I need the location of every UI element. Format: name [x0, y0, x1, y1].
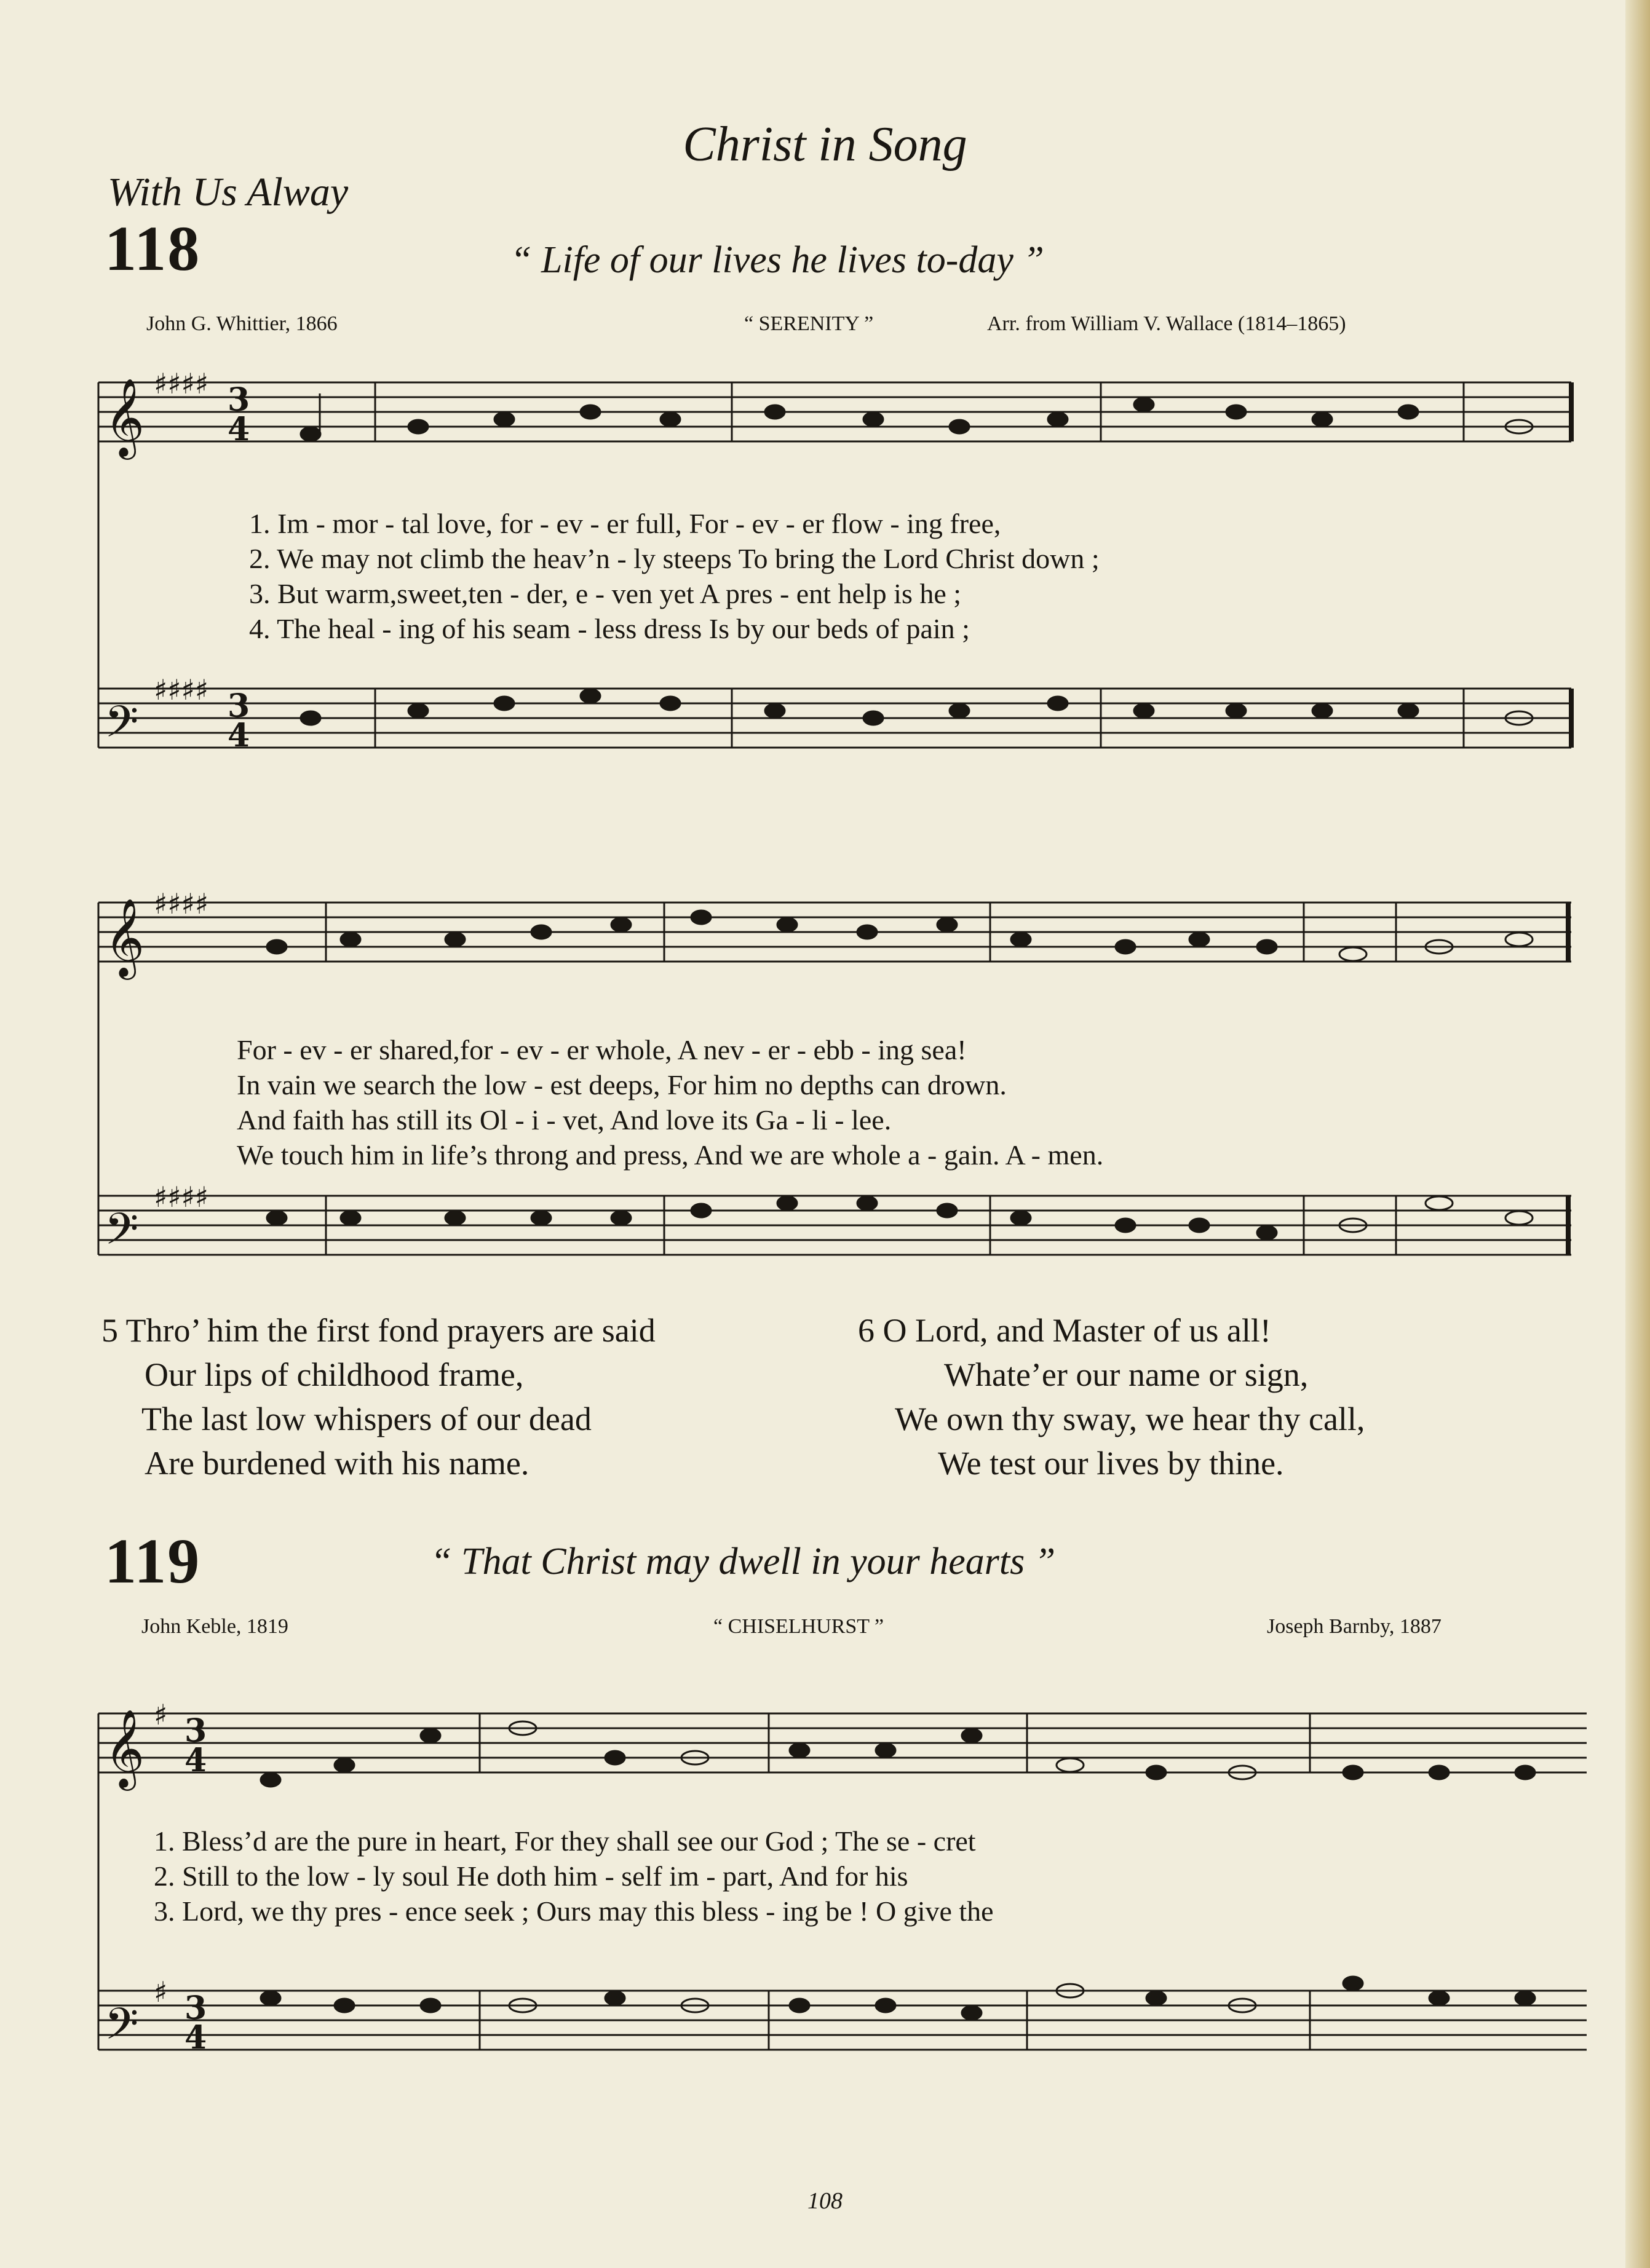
bass-clef-icon: 𝄢 [105, 1999, 139, 2060]
hymn-118-motto: “ Life of our lives he lives to-day ” [510, 239, 1044, 281]
hymn-118-tune: “ SERENITY ” [744, 312, 874, 335]
staff-118-2-bass [98, 1196, 1571, 1255]
time-signature: 4 [228, 411, 250, 448]
key-signature-sharps: ♯ [154, 1698, 168, 1731]
treble-clef-icon: 𝄞 [105, 1709, 145, 1787]
staff-118-2-treble [98, 903, 1571, 962]
hymn-118-verse-2-line: 2. We may not climb the heav’n - ly steeps To bring the Lord Christ down ; [249, 543, 1100, 574]
time-signature: 3 [228, 687, 250, 725]
running-head: Christ in Song [683, 117, 967, 172]
page-number: 108 [807, 2188, 843, 2214]
stanza-line: Our lips of childhood frame, [145, 1356, 524, 1393]
time-signature: 4 [228, 717, 250, 754]
time-signature: 4 [184, 2019, 207, 2057]
time-signature: 3 [184, 1989, 207, 2027]
treble-clef-icon: 𝄞 [105, 898, 145, 976]
time-signature: 4 [184, 1742, 207, 1779]
hymn-118-verse-1-line: 1. Im - mor - tal love, for - ev - er full, For - ev - er flow - ing free, [249, 508, 1001, 539]
hymn-119-verse-3-line: 3. Lord, we thy pres - ence seek ; Ours may this bless - ing be ! O give the [154, 1895, 994, 1927]
staff-119-1-treble [98, 1713, 1587, 1772]
key-signature-sharps: ♯♯♯♯ [154, 887, 209, 920]
time-signature: 3 [184, 1712, 207, 1750]
hymn-119-verse-2-line: 2. Still to the low - ly soul He doth him - self im - part, And for his [154, 1860, 908, 1892]
hymn-118-verse-1-line: For - ev - er shared,for - ev - er whole, A nev - er - ebb - ing sea! [237, 1034, 967, 1065]
section-title: With Us Alway [108, 170, 349, 215]
key-signature-sharps: ♯ [154, 1975, 168, 2009]
hymn-119-verse-1-line: 1. Bless’d are the pure in heart, For they shall see our God ; The se - cret [154, 1825, 976, 1857]
stanza-line: Are burdened with his name. [145, 1445, 530, 1482]
stanza-line: 5 Thro’ him the first fond prayers are said [101, 1312, 656, 1349]
hymn-118-number: 118 [105, 213, 201, 284]
hymn-118-composer: Arr. from William V. Wallace (1814–1865) [987, 312, 1346, 335]
bass-clef-icon: 𝄢 [105, 1204, 139, 1265]
hymn-118-verse-3-line: And faith has still its Ol - i - vet, And love its Ga - li - lee. [237, 1104, 892, 1136]
staff-119-1-bass [98, 1991, 1587, 2050]
hymn-118-stanza-5 [101, 1308, 656, 1485]
hymn-118-verse-3-line: 3. But warm,sweet,ten - der, e - ven yet A pres - ent help is he ; [249, 578, 962, 609]
stanza-line: Whate’er our name or sign, [944, 1356, 1309, 1393]
key-signature-sharps: ♯♯♯♯ [154, 1180, 209, 1214]
hymn-119-composer: Joseph Barnby, 1887 [1267, 1615, 1442, 1638]
hymn-118-verse-4-line: 4. The heal - ing of his seam - less dress Is by our beds of pain ; [249, 613, 970, 644]
hymn-119-number: 119 [105, 1526, 201, 1597]
hymn-119-tune: “ CHISELHURST ” [713, 1615, 884, 1638]
hymn-118-verse-4-line: We touch him in life’s throng and press, And we are whole a - gain. A - men. [237, 1139, 1104, 1171]
key-signature-sharps: ♯♯♯♯ [154, 367, 209, 400]
stanza-line: We own thy sway, we hear thy call, [895, 1401, 1365, 1437]
stanza-line: 6 O Lord, and Master of us all! [858, 1312, 1271, 1349]
key-signature-sharps: ♯♯♯♯ [154, 673, 209, 706]
stanza-line: The last low whispers of our dead [141, 1401, 592, 1437]
hymn-118-verse-2-line: In vain we search the low - est deeps, For him no depths can drown. [237, 1069, 1007, 1100]
stanza-line: We test our lives by thine. [938, 1445, 1284, 1482]
treble-clef-icon: 𝄞 [105, 377, 145, 456]
time-signature: 3 [228, 381, 250, 419]
hymn-119-author: John Keble, 1819 [141, 1615, 288, 1638]
hymn-118-author: John G. Whittier, 1866 [146, 312, 338, 335]
hymn-118-stanza-6 [858, 1308, 1365, 1485]
bass-clef-icon: 𝄢 [105, 697, 139, 758]
hymn-119-motto: “ That Christ may dwell in your hearts ” [430, 1541, 1056, 1582]
